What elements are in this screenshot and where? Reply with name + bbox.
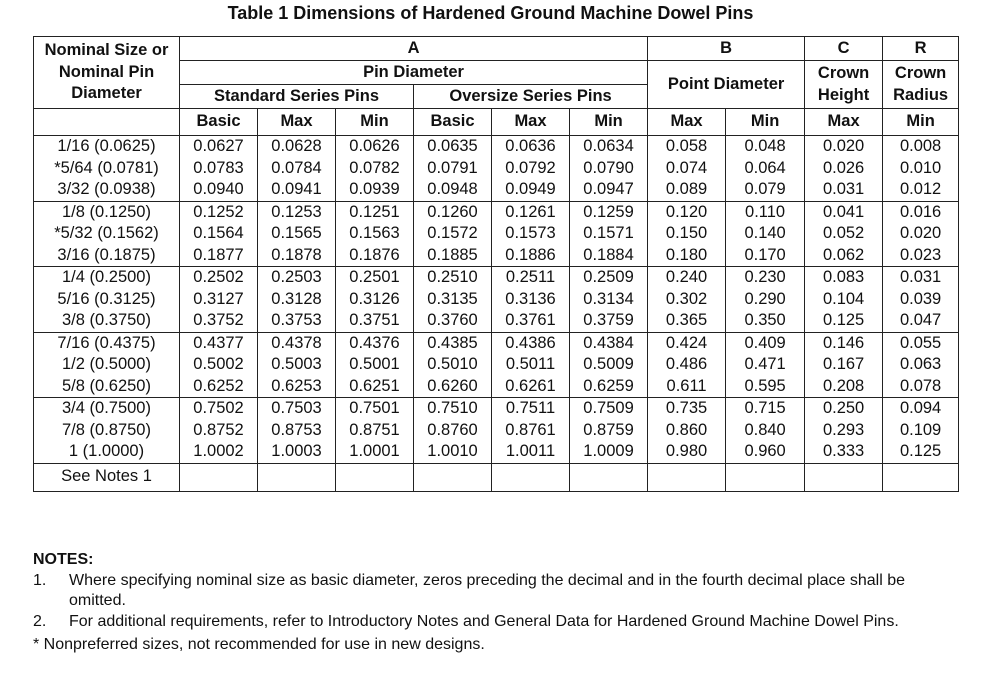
cell-value: 0.8753 [271,420,322,439]
cell-value: 0.0626 [349,137,400,155]
point-max-header: Max [648,109,726,136]
cell-value: 7/8 (0.8750) [62,420,151,439]
cell-value: 0.424 [665,333,708,352]
cell-value: 3/4 (0.7500) [62,399,151,417]
cell-value: 0.7509 [583,399,634,417]
cell-value: 0.125 [822,311,865,329]
std-basic-cell [180,136,258,202]
cell-value: 0.140 [744,224,786,242]
column-b-header: B [648,37,805,61]
cell-value: 0.4384 [583,333,634,352]
cell-value: 0.365 [665,311,708,329]
crown-radius-cell [883,398,959,464]
cell-value: 0.4377 [193,333,244,352]
cell-value: 0.1878 [271,245,322,264]
cell-value: 0.0790 [583,158,634,177]
ovr-basic-cell [414,267,492,333]
cell-value: 0.7502 [193,399,244,417]
cell-value: 0.0949 [505,180,556,198]
empty-cell [805,463,883,491]
table-row-group [34,267,959,333]
std-min-cell [336,398,414,464]
nominal-size-header: Nominal Size or Nominal Pin Diameter [34,37,180,109]
cell-value: 0.8752 [193,420,244,439]
cell-value: 0.8759 [583,420,634,439]
cell-value: 0.074 [665,158,708,177]
cell-value: 0.6251 [349,376,400,395]
cell-value: 1 (1.0000) [68,442,145,460]
ovr-basic-cell [414,398,492,464]
std-basic-cell [180,398,258,464]
table-row-group [34,136,959,202]
cell-value: 0.7510 [427,399,478,417]
cell-value: 0.3760 [427,311,478,329]
cell-value: 0.0628 [271,137,322,155]
cell-value: 0.167 [822,355,865,373]
cell-value: 0.6259 [583,376,634,395]
table-body [34,136,959,464]
empty-cell [258,463,336,491]
ovr-min-cell [570,136,648,202]
cell-value: 0.2510 [427,268,478,286]
std-min-header: Min [336,109,414,136]
cell-value: 0.041 [822,202,865,221]
standard-series-header: Standard Series Pins [180,85,414,109]
cell-value: 0.409 [744,333,786,352]
cell-value: 0.3752 [193,311,244,329]
cell-value: 0.2511 [505,268,556,286]
cell-value: 0.0939 [349,180,400,198]
cell-value: 1.0002 [193,442,244,460]
cell-value: 0.240 [665,268,708,286]
ovr-max-header: Max [492,109,570,136]
cell-value: *5/64 (0.0781) [54,158,159,177]
cell-value: 0.020 [899,224,942,242]
crown-height-header: Crown Height [805,61,883,109]
cell-value: 5/16 (0.3125) [57,289,156,308]
ovr-max-cell [492,332,570,398]
note-number: 2. [33,613,47,630]
cell-value: 0.4378 [271,333,322,352]
cell-value: 0.8760 [427,420,478,439]
cell-value: 0.008 [899,137,942,155]
cell-value: 0.3134 [583,289,634,308]
cell-value: 1.0010 [427,442,478,460]
cell-value: 0.055 [899,333,942,352]
blank-header-cell [34,109,180,136]
cell-value: 0.5010 [427,355,478,373]
empty-cell [883,463,959,491]
cell-value: 0.083 [822,268,865,286]
cell-value: 0.3136 [505,289,556,308]
cell-value: 0.5011 [505,355,556,373]
point-min-cell [726,201,805,267]
cell-value: 3/16 (0.1875) [57,245,156,264]
cell-value: 0.1260 [427,202,478,221]
cell-value: 0.0782 [349,158,400,177]
cell-value: 0.230 [744,268,786,286]
cell-value: 0.1876 [349,245,400,264]
cell-value: 0.980 [665,442,708,460]
crown-radius-header: Crown Radius [883,61,959,109]
table-row-group [34,398,959,464]
empty-cell [336,463,414,491]
ovr-max-cell [492,136,570,202]
ovr-basic-cell [414,201,492,267]
std-basic-header: Basic [180,109,258,136]
crown-height-cell [805,398,883,464]
cell-value: 0.7511 [505,399,556,417]
cell-value: 1/8 (0.1250) [62,202,151,221]
cell-value: 0.4376 [349,333,400,352]
cell-value: 1/4 (0.2500) [62,268,151,286]
cell-value: 1.0009 [583,442,634,460]
cell-value: 7/16 (0.4375) [57,333,156,352]
nominal-size-cell [34,201,180,267]
cell-value: 0.0948 [427,180,478,198]
std-basic-cell [180,201,258,267]
cell-value: 0.0941 [271,180,322,198]
ovr-min-header: Min [570,109,648,136]
cell-value: 0.1571 [583,224,634,242]
empty-cell [570,463,648,491]
cell-value: 0.4386 [505,333,556,352]
crown-height-cell [805,332,883,398]
cell-value: 0.2501 [349,268,400,286]
cell-value: 0.031 [899,268,942,286]
cell-value: 0.595 [744,376,786,395]
std-max-cell [258,332,336,398]
cell-value: 0.1251 [349,202,400,221]
cell-value: 0.4385 [427,333,478,352]
cell-value: 0.290 [744,289,786,308]
std-min-cell [336,267,414,333]
cell-value: 0.0783 [193,158,244,177]
cell-value: 0.0635 [427,137,478,155]
point-max-cell [648,398,726,464]
crown-height-max-header: Max [805,109,883,136]
table-row-group [34,332,959,398]
std-max-cell [258,136,336,202]
cell-value: 0.0792 [505,158,556,177]
point-max-cell [648,332,726,398]
crown-radius-cell [883,267,959,333]
cell-value: 0.1573 [505,224,556,242]
oversize-series-header: Oversize Series Pins [414,85,648,109]
crown-radius-min-header: Min [883,109,959,136]
cell-value: 0.293 [822,420,865,439]
see-notes-cell: See Notes 1 [34,463,180,491]
cell-value: 0.1877 [193,245,244,264]
cell-value: 0.048 [744,137,786,155]
cell-value: 0.079 [744,180,786,198]
point-min-cell [726,267,805,333]
nominal-size-cell [34,332,180,398]
cell-value: 0.170 [744,245,786,264]
std-min-cell [336,201,414,267]
cell-value: 0.052 [822,224,865,242]
crown-height-cell [805,136,883,202]
ovr-max-cell [492,398,570,464]
cell-value: 0.3127 [193,289,244,308]
note-number: 1. [33,572,47,589]
empty-cell [414,463,492,491]
point-diameter-header: Point Diameter [648,61,805,109]
cell-value: 0.3761 [505,311,556,329]
cell-value: 0.0636 [505,137,556,155]
cell-value: 0.1572 [427,224,478,242]
nominal-size-cell [34,267,180,333]
cell-value: *5/32 (0.1562) [54,224,159,242]
cell-value: 0.715 [744,399,786,417]
cell-value: 0.208 [822,376,865,395]
cell-value: 0.0940 [193,180,244,198]
cell-value: 0.3126 [349,289,400,308]
cell-value: 1.0003 [271,442,322,460]
notes-heading: NOTES: [33,551,94,568]
cell-value: 0.735 [665,399,708,417]
cell-value: 0.1565 [271,224,322,242]
cell-value: 0.860 [665,420,708,439]
cell-value: 0.031 [822,180,865,198]
cell-value: 0.5002 [193,355,244,373]
empty-cell [648,463,726,491]
cell-value: 0.150 [665,224,708,242]
cell-value: 0.960 [744,442,786,460]
cell-value: 0.109 [899,420,942,439]
cell-value: 1.0011 [505,442,556,460]
std-max-cell [258,267,336,333]
cell-value: 0.104 [822,289,865,308]
cell-value: 0.078 [899,376,942,395]
cell-value: 0.058 [665,137,708,155]
std-max-cell [258,201,336,267]
cell-value: 0.0627 [193,137,244,155]
cell-value: 0.1885 [427,245,478,264]
cell-value: 0.611 [666,376,707,395]
cell-value: 0.064 [744,158,786,177]
cell-value: 0.023 [899,245,942,264]
crown-radius-cell [883,136,959,202]
cell-value: 0.486 [665,355,708,373]
cell-value: 0.302 [665,289,708,308]
column-r-header: R [883,37,959,61]
cell-value: 0.0791 [427,158,478,177]
cell-value: 3/8 (0.3750) [62,311,151,329]
column-a-header: A [180,37,648,61]
cell-value: 0.7503 [271,399,322,417]
cell-value: 0.1261 [505,202,556,221]
cell-value: 3/32 (0.0938) [57,180,156,198]
point-max-cell [648,267,726,333]
cell-value: 0.3751 [349,311,400,329]
notes-section [33,550,958,655]
std-basic-cell [180,267,258,333]
cell-value: 0.5003 [271,355,322,373]
point-max-cell [648,201,726,267]
cell-value: 0.1252 [193,202,244,221]
crown-radius-cell [883,332,959,398]
cell-value: 0.6252 [193,376,244,395]
std-min-cell [336,136,414,202]
ovr-max-cell [492,267,570,333]
cell-value: 0.125 [899,442,942,460]
point-min-header: Min [726,109,805,136]
cell-value: 0.6261 [505,376,556,395]
std-min-cell [336,332,414,398]
cell-value: 0.7501 [349,399,400,417]
cell-value: 0.1563 [349,224,400,242]
nominal-size-cell [34,398,180,464]
std-max-header: Max [258,109,336,136]
cell-value: 1/2 (0.5000) [62,355,151,373]
footnote: * Nonpreferred sizes, not recommended for use in new designs. [33,636,485,653]
pin-diameter-header: Pin Diameter [180,61,648,85]
cell-value: 0.6253 [271,376,322,395]
cell-value: 0.062 [822,245,865,264]
ovr-min-cell [570,267,648,333]
point-min-cell [726,398,805,464]
cell-value: 0.039 [899,289,942,308]
ovr-basic-header: Basic [414,109,492,136]
cell-value: 0.3128 [271,289,322,308]
cell-value: 0.010 [899,158,942,177]
column-c-header: C [805,37,883,61]
cell-value: 0.063 [899,355,942,373]
cell-value: 0.026 [822,158,865,177]
cell-value: 0.3135 [427,289,478,308]
std-basic-cell [180,332,258,398]
ovr-basic-cell [414,332,492,398]
cell-value: 0.6260 [427,376,478,395]
cell-value: 0.2503 [271,268,322,286]
cell-value: 0.3753 [271,311,322,329]
crown-height-cell [805,267,883,333]
cell-value: 0.1884 [583,245,634,264]
crown-height-cell [805,201,883,267]
cell-value: 0.2509 [583,268,634,286]
cell-value: 0.012 [899,180,942,198]
cell-value: 0.1253 [271,202,322,221]
cell-value: 0.016 [899,202,942,221]
ovr-min-cell [570,201,648,267]
std-max-cell [258,398,336,464]
cell-value: 0.020 [822,137,865,155]
nominal-size-cell [34,136,180,202]
cell-value: 0.3759 [583,311,634,329]
ovr-max-cell [492,201,570,267]
cell-value: 0.089 [665,180,708,198]
note-item [33,571,958,611]
point-max-cell [648,136,726,202]
note-text: For additional requirements, refer to Introductory Notes and General Data for Hardened Ground Machine Dowel Pins. [69,613,899,630]
crown-radius-cell [883,201,959,267]
cell-value: 0.1564 [193,224,244,242]
cell-value: 1/16 (0.0625) [57,137,156,155]
cell-value: 0.1886 [505,245,556,264]
note-item [33,612,958,632]
cell-value: 0.0947 [583,180,634,198]
cell-value: 0.5009 [583,355,634,373]
cell-value: 0.2502 [193,268,244,286]
ovr-basic-cell [414,136,492,202]
note-text: Where specifying nominal size as basic diameter, zeros preceding the decimal and in the fourth decimal place shall be omitted. [69,572,905,609]
cell-value: 0.110 [745,202,786,221]
cell-value: 0.146 [822,333,865,352]
cell-value: 0.180 [665,245,708,264]
ovr-min-cell [570,398,648,464]
cell-value: 0.094 [899,399,942,417]
cell-value: 5/8 (0.6250) [62,376,151,395]
cell-value: 0.471 [744,355,786,373]
cell-value: 0.8761 [505,420,556,439]
cell-value: 0.333 [822,442,865,460]
empty-cell [180,463,258,491]
cell-value: 0.8751 [349,420,400,439]
cell-value: 1.0001 [349,442,400,460]
cell-value: 0.0634 [583,137,634,155]
empty-cell [726,463,805,491]
cell-value: 0.0784 [271,158,322,177]
ovr-min-cell [570,332,648,398]
dimensions-table [33,36,959,492]
point-min-cell [726,136,805,202]
cell-value: 0.840 [744,420,786,439]
cell-value: 0.1259 [583,202,634,221]
table-title: Table 1 Dimensions of Hardened Ground Machine Dowel Pins [227,3,754,23]
table-row-group [34,201,959,267]
cell-value: 0.350 [744,311,786,329]
cell-value: 0.120 [665,202,708,221]
see-notes-row [34,463,959,491]
cell-value: 0.250 [822,399,865,417]
point-min-cell [726,332,805,398]
cell-value: 0.047 [899,311,942,329]
empty-cell [492,463,570,491]
cell-value: 0.5001 [349,355,400,373]
